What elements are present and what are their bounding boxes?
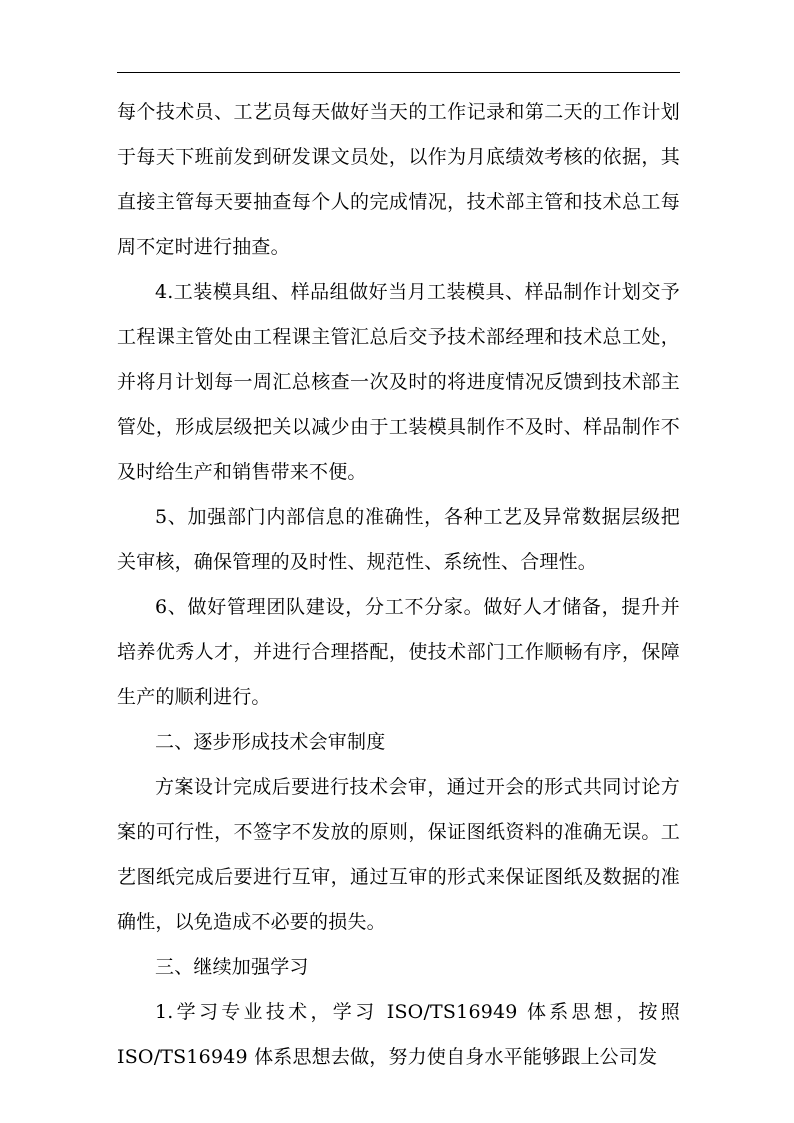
paragraph-item-6: 6、做好管理团队建设，分工不分家。做好人才储备，提升并培养优秀人才，并进行合理搭配，使技术部门工作顺畅有序，保障生产的顺利进行。 [117,596,680,708]
section-heading-3: 三、继续加强学习 [155,956,309,978]
paragraph-records: 每个技术员、工艺员每天做好当天的工作记录和第二天的工作计划于每天下班前发到研发课文员处，以作为月底绩效考核的依据，其直接主管每天要抽查每个人的完成情况，技术部主管和技术总工每周不定时进行抽查。 [117,101,680,258]
paragraph-item-5: 5、加强部门内部信息的准确性，各种工艺及异常数据层级把关审核，确保管理的及时性、规范性、系统性、合理性。 [117,506,680,573]
paragraph-section-3-item-1: 1.学习专业技术，学习 ISO/TS16949 体系思想，按照 ISO/TS16949 体系思想去做，努力使自身水平能够跟上公司发 [117,1001,680,1068]
header-rule [117,72,680,73]
section-heading-2: 二、逐步形成技术会审制度 [155,731,386,753]
document-body [117,90,680,1080]
paragraph-item-4: 4.工装模具组、样品组做好当月工装模具、样品制作计划交予工程课主管处由工程课主管汇总后交予技术部经理和技术总工处，并将月计划每一周汇总核查一次及时的将进度情况反馈到技术部主管处，形成层级把关以减少由于工装模具制作不及时、样品制作不及时给生产和销售带来不便。 [117,281,680,483]
paragraph-section-2: 方案设计完成后要进行技术会审，通过开会的形式共同讨论方案的可行性，不签字不发放的原则，保证图纸资料的准确无误。工艺图纸完成后要进行互审，通过互审的形式来保证图纸及数据的准确性，以免造成不必要的损失。 [117,776,680,933]
